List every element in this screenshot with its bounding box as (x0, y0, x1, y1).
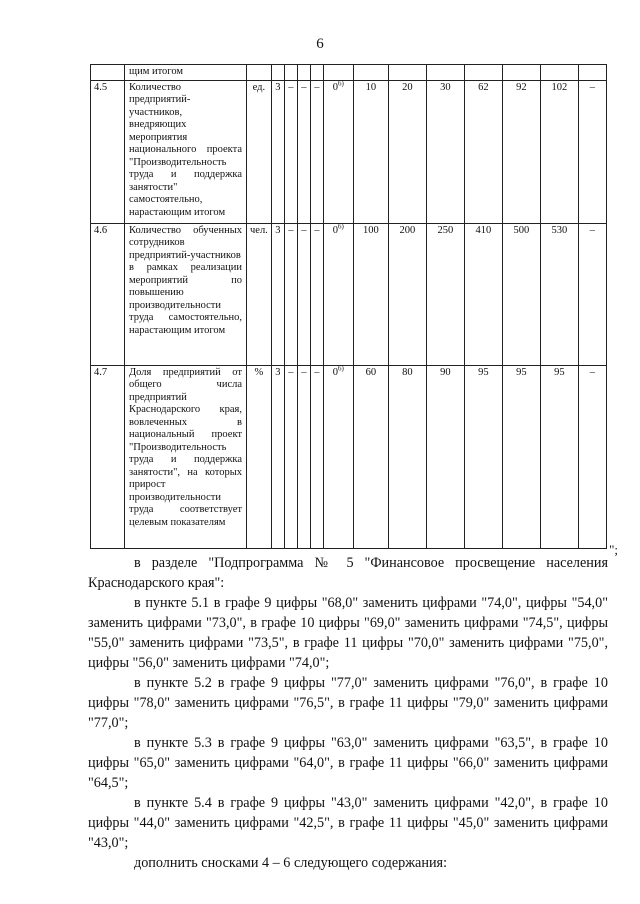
table-cell: – (284, 223, 297, 365)
table-cell: – (297, 365, 310, 548)
table-cell: 3 (271, 80, 284, 223)
table-cell: – (284, 80, 297, 223)
indicators-table (90, 64, 607, 549)
table-cell (323, 80, 353, 223)
table-cell: – (310, 80, 323, 223)
table-cell-num: 4.5 (91, 80, 125, 223)
table-cell (323, 223, 353, 365)
table-cell-unit: ед. (247, 80, 272, 223)
table-cell: – (284, 365, 297, 548)
table-cell: – (310, 365, 323, 548)
table-cell: 100 (353, 223, 388, 365)
paragraph: в пункте 5.4 в графе 9 цифры "43,0" заменить цифрами "42,0", в графе 10 цифры "44,0" заменить цифрами "42,5", в графе 11 цифры "45,0" заменить цифрами "43,0"; (88, 795, 608, 851)
table-cell: 10 (353, 80, 388, 223)
paragraph: в пункте 5.3 в графе 9 цифры "63,0" заменить цифрами "63,5", в графе 10 цифры "65,0" заменить цифрами "64,0", в графе 11 цифры "66,0" заменить цифрами "64,5"; (88, 735, 608, 791)
footnote-ref: 6) (338, 365, 344, 372)
table-cell: – (297, 80, 310, 223)
table-cell: 500 (502, 223, 540, 365)
table-cell: 90 (426, 365, 464, 548)
table-cell-unit: % (247, 365, 272, 548)
cell-value: 0 (332, 224, 339, 236)
table-cell-num: 4.6 (91, 223, 125, 365)
footnote-ref: 6) (338, 80, 344, 87)
table-cell: 3 (271, 223, 284, 365)
closing-quote-mark: "; (609, 542, 618, 557)
table-cell: 410 (464, 223, 502, 365)
paragraph: в пункте 5.2 в графе 9 цифры "77,0" заменить цифрами "76,0", в графе 10 цифры "78,0" заменить цифрами "76,5", в графе 11 цифры "79,0" заменить цифрами "77,0"; (88, 675, 608, 731)
body-text (88, 553, 608, 873)
footnote-ref: 6) (338, 223, 344, 230)
table-cell-name: Количество предприятий-участников, внедряющих мероприятия национального проекта "Производительность труда и поддержка занятости" самостоятельно, нарастающим итогом (125, 80, 247, 223)
table-cell: – (310, 223, 323, 365)
table-cell: 530 (540, 223, 578, 365)
table-cell: – (297, 223, 310, 365)
table-row (91, 80, 607, 223)
table-row (91, 223, 607, 365)
table-cell: 200 (388, 223, 426, 365)
table-cell: – (578, 365, 606, 548)
paragraph: в разделе "Подпрограмма № 5 "Финансовое просвещение населения Краснодарского края": (88, 555, 608, 591)
table-cell: 250 (426, 223, 464, 365)
table-cell: 80 (388, 365, 426, 548)
table-cell: 92 (502, 80, 540, 223)
table-cell-num: 4.7 (91, 365, 125, 548)
table-cell: 95 (464, 365, 502, 548)
table-cell: 62 (464, 80, 502, 223)
table-cell-name: Количество обученных сотрудников предприятий-участников в рамках реализации мероприятий по повышению производительности труда самостоятельно, нарастающим итогом (125, 223, 247, 365)
table-cell: – (578, 223, 606, 365)
table-cell: 20 (388, 80, 426, 223)
cell-value: 0 (332, 366, 339, 378)
table-cell-unit: чел. (247, 223, 272, 365)
cell-value: 0 (332, 81, 339, 93)
table-cell: – (578, 80, 606, 223)
table-cell: 30 (426, 80, 464, 223)
table-cell-name: щим итогом (125, 65, 247, 81)
table-row (91, 365, 607, 548)
table-cell (323, 365, 353, 548)
page-number: 6 (316, 36, 324, 52)
paragraph: дополнить сносками 4 – 6 следующего содержания: (134, 855, 448, 871)
table-cell: 102 (540, 80, 578, 223)
table-cell: 60 (353, 365, 388, 548)
table-cell: 95 (540, 365, 578, 548)
table-cell: 3 (271, 365, 284, 548)
table-row-continuation (91, 65, 607, 81)
table-cell-name: Доля предприятий от общего числа предприятий Краснодарского края, вовлеченных в национальный проект "Производительность труда и поддержка занятости", на которых прирост производительности труда соответствует целевым показателям (125, 365, 247, 548)
paragraph: в пункте 5.1 в графе 9 цифры "68,0" заменить цифрами "74,0", цифры "54,0" заменить цифрами "73,0", в графе 10 цифры "69,0" заменить цифрами "74,5", цифры "55,0" заменить цифрами "73,5", в графе 11 цифры "70,0" заменить цифрами "75,0", цифры "56,0" заменить цифрами "74,0"; (88, 595, 608, 671)
table-cell: 95 (502, 365, 540, 548)
